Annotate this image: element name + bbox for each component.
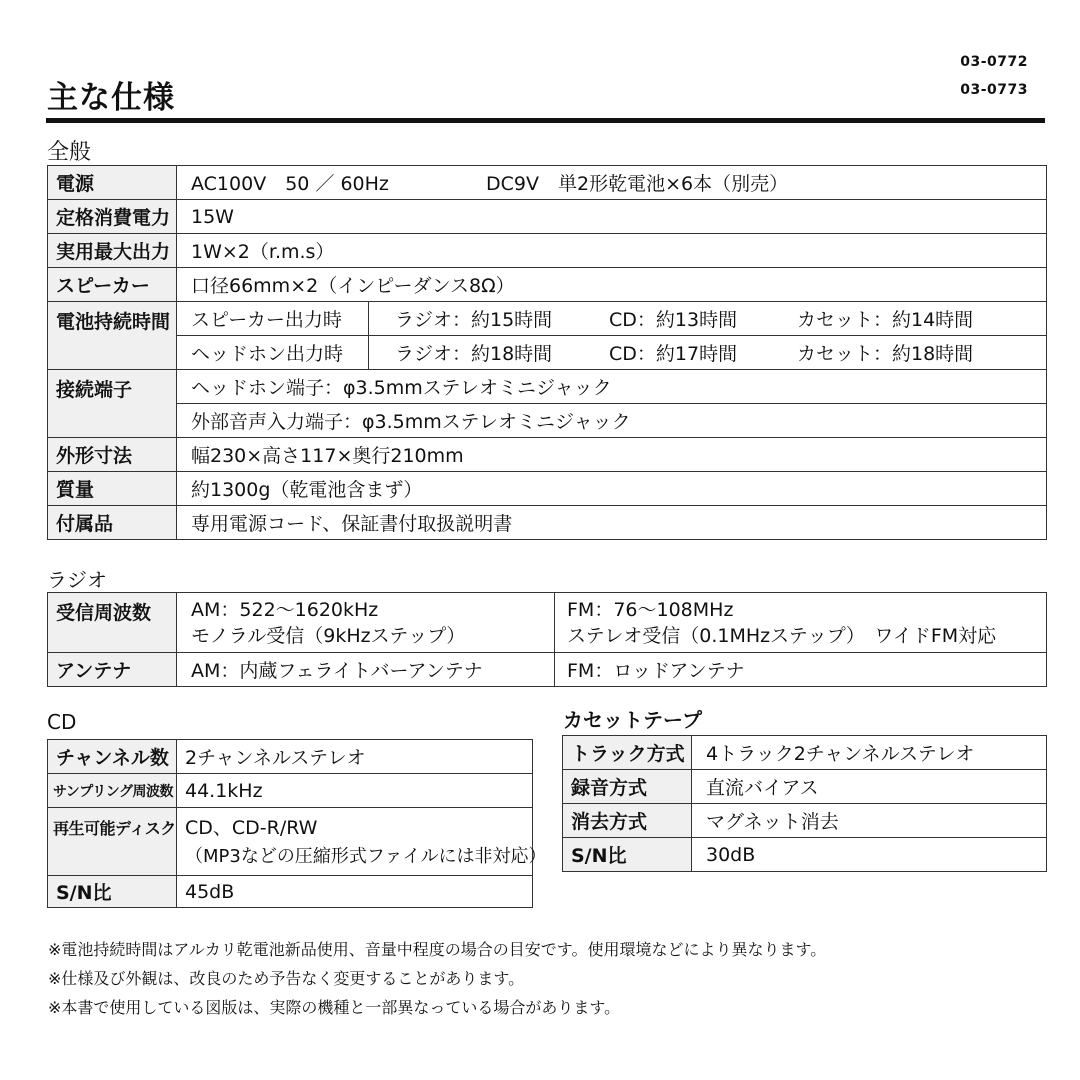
table-row — [563, 770, 1047, 804]
cassette-heading: カセットテープ — [563, 708, 702, 732]
spec-value: 30dB — [692, 838, 1047, 872]
table-row — [48, 234, 1047, 268]
spec-value: 45dB — [177, 876, 533, 908]
table-row — [48, 472, 1047, 506]
spec-value: 2チャンネルステレオ — [177, 740, 533, 774]
general-spec-table — [47, 165, 1047, 540]
table-row — [48, 740, 533, 774]
battery-radio: ラジオ：約18時間 — [395, 343, 553, 365]
spec-label: 接続端子 — [48, 370, 177, 438]
spec-label: サンプリング周波数 — [48, 774, 177, 808]
spec-value: 1W×2（r.m.s） — [177, 234, 1047, 268]
spec-label: 電源 — [48, 166, 177, 200]
title-divider — [46, 118, 1045, 123]
spec-value: 直流バイアス — [692, 770, 1047, 804]
spec-value: 44.1kHz — [177, 774, 533, 808]
spec-value: 専用電源コード、保証書付取扱説明書 — [177, 506, 1047, 540]
footnote: ※本書で使用している図版は、実際の機種と一部異なっている場合があります。 — [48, 998, 621, 1017]
am-mode: モノラル受信（9kHzステップ） — [191, 624, 466, 647]
battery-cassette: カセット：約14時間 — [797, 309, 974, 331]
frequency-am — [177, 593, 555, 653]
battery-mode: ヘッドホン出力時 — [177, 336, 369, 370]
table-row — [48, 200, 1047, 234]
table-row — [563, 736, 1047, 770]
table-row — [48, 370, 1047, 404]
disc-note: （MP3などの圧縮形式ファイルには非対応） — [185, 845, 547, 867]
table-row — [48, 166, 1047, 200]
general-heading: 全般 — [47, 140, 92, 165]
spec-value: 4トラック2チャンネルステレオ — [692, 736, 1047, 770]
battery-cassette: カセット：約18時間 — [797, 343, 974, 365]
cd-heading: CD — [47, 710, 77, 734]
spec-value: 外部音声入力端子：φ3.5mmステレオミニジャック — [177, 404, 1047, 438]
spec-label: 消去方式 — [563, 804, 692, 838]
footnote: ※仕様及び外観は、改良のため予告なく変更することがあります。 — [48, 969, 525, 988]
spec-label: チャンネル数 — [48, 740, 177, 774]
table-row — [48, 438, 1047, 472]
table-row — [48, 876, 533, 908]
spec-value — [177, 166, 1047, 200]
model-number-2: 03-0773 — [960, 82, 1028, 98]
table-row — [48, 653, 1047, 687]
spec-value: マグネット消去 — [692, 804, 1047, 838]
table-row — [48, 404, 1047, 438]
frequency-fm — [555, 593, 1047, 653]
spec-value: 約1300g（乾電池含まず） — [177, 472, 1047, 506]
radio-heading: ラジオ — [47, 568, 107, 592]
fm-range: FM：76〜108MHz — [567, 598, 734, 621]
spec-label: アンテナ — [48, 653, 177, 687]
spec-value: 口径66mm×2（インピーダンス8Ω） — [177, 268, 1047, 302]
spec-label: 質量 — [48, 472, 177, 506]
battery-cd: CD：約13時間 — [609, 309, 738, 331]
spec-value: 幅230×高さ117×奥行210mm — [177, 438, 1047, 472]
spec-label: S/N比 — [48, 876, 177, 908]
cassette-spec-table — [562, 735, 1047, 872]
table-row — [48, 593, 1047, 653]
table-row — [563, 804, 1047, 838]
spec-label: 定格消費電力 — [48, 200, 177, 234]
table-row — [48, 808, 533, 876]
spec-label: S/N比 — [563, 838, 692, 872]
spec-label: 外形寸法 — [48, 438, 177, 472]
power-dc: DC9V 単2形乾電池×6本（別売） — [486, 173, 789, 195]
spec-label: 録音方式 — [563, 770, 692, 804]
table-row — [48, 774, 533, 808]
battery-radio: ラジオ：約15時間 — [395, 309, 553, 331]
table-row — [563, 838, 1047, 872]
spec-label: 実用最大出力 — [48, 234, 177, 268]
fm-mode: ステレオ受信（0.1MHzステップ） ワイドFM対応 — [567, 624, 997, 647]
antenna-am: AM：内蔵フェライトバーアンテナ — [177, 653, 555, 687]
footnote: ※電池持続時間はアルカリ乾電池新品使用、音量中程度の場合の目安です。使用環境などにより異なります。 — [48, 940, 827, 959]
spec-label: 電池持続時間 — [48, 302, 177, 370]
antenna-fm: FM：ロッドアンテナ — [555, 653, 1047, 687]
cd-spec-table — [47, 739, 547, 908]
model-number-1: 03-0772 — [960, 54, 1028, 70]
battery-times — [369, 336, 1047, 370]
battery-times — [369, 302, 1047, 336]
spec-value: ヘッドホン端子：φ3.5mmステレオミニジャック — [177, 370, 1047, 404]
table-row — [48, 302, 1047, 336]
battery-mode: スピーカー出力時 — [177, 302, 369, 336]
spec-value — [177, 808, 547, 876]
table-row — [48, 336, 1047, 370]
spec-label: スピーカー — [48, 268, 177, 302]
spec-label: 再生可能ディスク — [48, 808, 177, 876]
spec-value: 15W — [177, 200, 1047, 234]
disc-types: CD、CD-R/RW — [185, 816, 318, 839]
footnotes — [48, 935, 826, 1022]
am-range: AM：522〜1620kHz — [191, 598, 379, 621]
battery-cd: CD：約17時間 — [609, 343, 738, 365]
page-title: 主な仕様 — [47, 80, 175, 116]
table-row — [48, 268, 1047, 302]
table-row — [48, 506, 1047, 540]
spec-label: 受信周波数 — [48, 593, 177, 653]
power-ac: AC100V 50 ／ 60Hz — [191, 173, 389, 195]
spec-label: トラック方式 — [563, 736, 692, 770]
spec-label: 付属品 — [48, 506, 177, 540]
radio-spec-table — [47, 592, 1047, 687]
